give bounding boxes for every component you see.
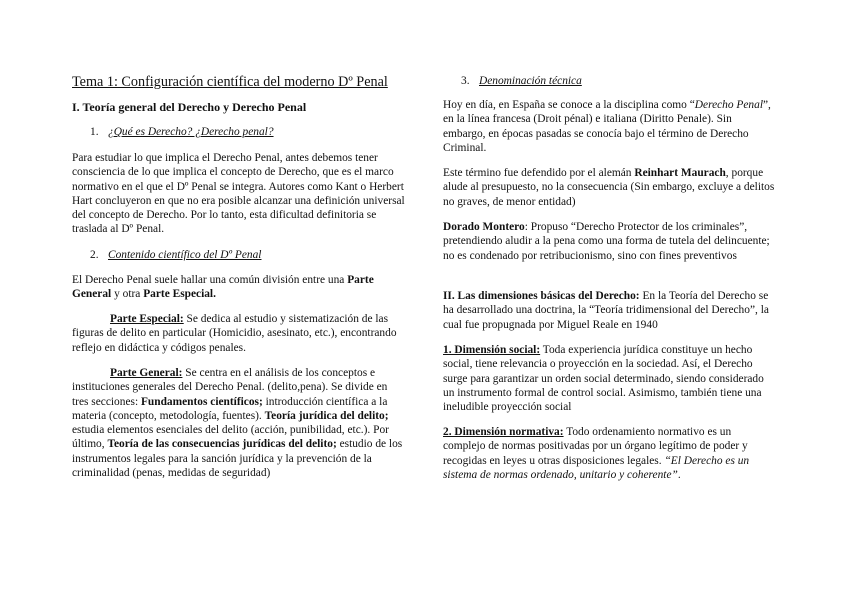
subsection-2: 2. Contenido científico del Dº Penal [90,249,262,261]
paragraph-maurach: Este término fue defendido por el alemán Reinhart Maurach, porque alude al presupuesto, no la consecuencia (Sin embargo, excluye a delitos no graves, de menor entidad) [443,167,775,208]
paragraph-parte-general: Parte General: Se centra en el análisis de los conceptos e instituciones generales del Derecho Penal. (delito,pena). Se divide en tres secciones: Fundamentos científicos; introducción científica a la materia (concepto, metodología, fuentes). Teoría jurídica del delito; estudia elementos esenciales del delito (acción, punibilidad, etc.). Por último, Teoría de las consecuencias jurídicas del delito; estudio de los instrumentos legales para la sanción jurídica y la prevención de la criminalidad (penas, medidas de seguridad) [72,367,403,480]
paragraph-denominacion: Hoy en día, en España se conoce a la disciplina como “Derecho Penal”, en la línea francesa (Droit pénal) e italiana (Diritto Penale). Sin embargo, en épocas pasadas se conocía bajo el término de Derecho Criminal. [443,99,771,154]
section-heading-1: I. Teoría general del Derecho y Derecho Penal [72,100,307,114]
subsection-3: 3. Denominación técnica [461,75,582,87]
paragraph-division: El Derecho Penal suele hallar una común división entre una Parte General y otra Parte Especial. [72,274,374,301]
paragraph-derecho: Para estudiar lo que implica el Derecho Penal, antes debemos tener consciencia de lo que implica el concepto de Derecho, que es el marco normativo en el que el Dº Penal se integra. Autores como Kant o Herbert Hart concluyeron en que no era posible alcanzar una definición universal del concepto de Derecho. Por lo tanto, esta dificultad definitoria se traslada al Dº Penal. [72,152,405,236]
paragraph-dimension-normativa: 2. Dimensión normativa: Todo ordenamiento normativo es un complejo de normas positivadas por un órgano legítimo de poder y recogidas en leyes u otras disposiciones legales. “El Derecho es un sistema de normas ordenado, unitario y coherente”. [443,426,750,481]
paragraph-dimension-social: 1. Dimensión social: Toda experiencia jurídica constituye un hecho social, tiene relevancia o proyección en la sociedad. Así, el Derecho surge para garantizar un orden social determinado, siendo considerado un instrumento formal de control social. Asimismo, también tiene una ineludible proyección social [443,344,764,414]
subsection-1: 1. ¿Qué es Derecho? ¿Derecho penal? [90,126,274,138]
page-title: Tema 1: Configuración científica del moderno Dº Penal [72,74,388,90]
paragraph-dimensiones: II. Las dimensiones básicas del Derecho: En la Teoría del Derecho se ha desarrollado una doctrina, la “Teoría tridimensional del Derecho”, la cual fue propugnada por Miguel Reale en 1940 [443,290,769,331]
paragraph-dorado-montero: Dorado Montero: Propuso “Derecho Protector de los criminales”, pretendiendo aludir a la pena como una forma de tutela del delincuente; no es condenado por retribucionismo, sino con fines preventivos [443,221,770,262]
paragraph-parte-especial: Parte Especial: Se dedica al estudio y sistematización de las figuras de delito en particular (Homicidio, asesinato, etc.), encontrando reflejo en didáctica y códigos penales. [72,313,397,354]
